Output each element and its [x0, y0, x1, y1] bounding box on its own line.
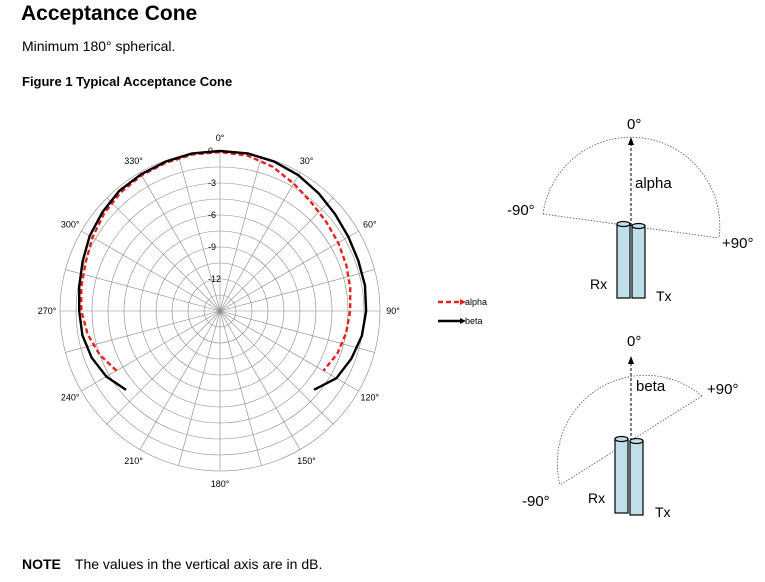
- grid-spoke: [65, 270, 220, 311]
- note-text: The values in the vertical axis are in dB.: [74, 556, 323, 572]
- alpha-tx-tube: [632, 224, 645, 299]
- alpha-diagram: [507, 116, 753, 304]
- radial-tick-label: -3: [208, 178, 217, 188]
- beta-tx-label: Tx: [655, 504, 671, 520]
- beta-axis-arrow: [628, 356, 634, 364]
- alpha-left-label: -90°: [507, 202, 535, 219]
- alpha-top-label: 0°: [627, 116, 642, 133]
- grid-spoke: [220, 198, 333, 311]
- angle-tick-label: 330°: [124, 156, 143, 167]
- angle-tick-label: 180°: [210, 479, 230, 489]
- legend-label-beta: beta: [465, 316, 483, 326]
- section-subtitle: Minimum 180° spherical.: [22, 38, 176, 54]
- legend-label-alpha: alpha: [465, 297, 488, 307]
- angle-tick-label: 150°: [297, 455, 316, 466]
- alpha-tx-label: Tx: [656, 288, 672, 304]
- radial-tick-label: -12: [208, 274, 222, 284]
- grid-spoke: [107, 198, 220, 311]
- grid-spoke: [65, 311, 220, 352]
- beta-tx-tube: [630, 439, 643, 516]
- beta-axis-label: beta: [636, 378, 666, 395]
- angle-tick-label: 210°: [124, 455, 143, 466]
- alpha-rx-label: Rx: [590, 276, 608, 292]
- beta-rx-tube: [615, 437, 628, 514]
- grid-spoke: [220, 311, 375, 352]
- grid-spoke: [220, 311, 333, 424]
- angle-tick-label: 30°: [299, 156, 314, 167]
- radial-tick-label: -9: [208, 242, 217, 252]
- beta-diagram: [522, 333, 738, 520]
- beta-top-label: 0°: [627, 333, 642, 350]
- alpha-axis-arrow: [628, 137, 634, 145]
- angle-tick-label: 270°: [37, 306, 57, 316]
- grid-spoke: [220, 311, 261, 466]
- chart-legend: [438, 297, 487, 326]
- legend-item-beta: [438, 316, 483, 326]
- radial-tick-label: -6: [208, 210, 217, 220]
- polar-grid: [60, 151, 380, 471]
- grid-spoke: [81, 311, 220, 391]
- angle-tick-label: 240°: [60, 392, 80, 403]
- angle-tick-label: 60°: [362, 219, 377, 230]
- angle-tick-label: 90°: [386, 306, 400, 316]
- angle-tick-label: 0°: [215, 133, 225, 143]
- grid-spoke: [81, 231, 220, 311]
- grid-spoke: [140, 311, 220, 450]
- alpha-right-label: +90°: [722, 235, 754, 252]
- polar-chart: [38, 133, 401, 489]
- alpha-rx-tube: [617, 222, 630, 299]
- alpha-axis-label: alpha: [635, 175, 672, 192]
- section-title: Acceptance Cone: [21, 2, 198, 25]
- radial-tick-label: 0: [208, 146, 214, 156]
- grid-spoke: [220, 172, 300, 311]
- note: [22, 556, 322, 572]
- figure-caption: Figure 1 Typical Acceptance Cone: [22, 74, 233, 89]
- legend-item-alpha: [438, 297, 487, 307]
- beta-rx-label: Rx: [588, 490, 606, 506]
- grid-spoke: [220, 156, 261, 311]
- grid-spoke: [220, 311, 300, 450]
- beta-right-label: +90°: [707, 381, 739, 398]
- note-label: NOTE: [22, 556, 61, 572]
- angle-tick-label: 300°: [60, 219, 80, 230]
- grid-spoke: [107, 311, 220, 424]
- beta-left-label: -90°: [522, 493, 550, 510]
- alpha-arc: [543, 137, 720, 238]
- angle-tick-label: 120°: [360, 392, 380, 403]
- grid-spoke: [179, 311, 220, 466]
